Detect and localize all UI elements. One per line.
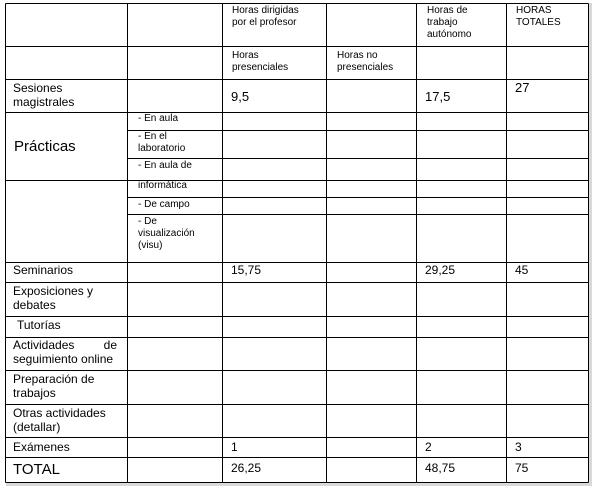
seminarios-totales-value: 45 [515,263,529,277]
row-label-practicas: Prácticas [14,138,76,155]
sesiones-totales-value: 27 [515,80,530,95]
practicas-de-campo: - De campo [138,199,190,210]
header-horas-no-presenciales: Horas no presenciales [337,50,394,73]
row-label-preparacion-trabajos: Preparación de trabajos [13,372,95,400]
examenes-totales-value: 3 [515,440,522,454]
row-label-sesiones-magistrales: Sesiones magistrales [13,81,75,109]
sesiones-autonomo-value: 17,5 [425,89,451,104]
header-horas-presenciales: Horas presenciales [232,50,289,73]
sesiones-presenciales-value: 9,5 [231,89,250,104]
practicas-en-laboratorio: - En el laboratorio [138,131,186,154]
row-label-seminarios: Seminarios [13,263,74,277]
row-label-actividades-seguimiento-line1: Actividades de [13,338,117,352]
practicas-de-visualizacion: - De visualización (visu) [138,216,195,251]
total-presenciales-value: 26,25 [231,461,262,475]
examenes-autonomo-value: 2 [425,440,432,454]
seminarios-autonomo-value: 29,25 [425,263,456,277]
seminarios-presenciales-value: 15,75 [231,263,262,277]
header-horas-trabajo-autonomo: Horas de trabajo autónomo [427,5,472,40]
row-label-total: TOTAL [13,461,60,478]
row-label-actividades-seguimiento-line2: seguimiento online [13,352,114,366]
practicas-en-aula-de: - En aula de [138,160,192,171]
row-label-tutorias: Tutorías [17,318,61,332]
row-label-examenes: Exámenes [13,440,70,454]
examenes-presenciales-value: 1 [231,440,238,454]
practicas-en-aula: - En aula [138,113,179,124]
total-totales-value: 75 [515,461,529,475]
practicas-informatica: informática [138,180,187,191]
header-horas-dirigidas: Horas dirigidas por el profesor [232,5,299,28]
row-label-otras-actividades: Otras actividades (detallar) [13,406,106,434]
header-horas-totales: HORAS TOTALES [516,5,561,28]
total-autonomo-value: 48,75 [425,461,456,475]
row-label-exposiciones-debates: Exposiciones y debates [13,284,94,312]
